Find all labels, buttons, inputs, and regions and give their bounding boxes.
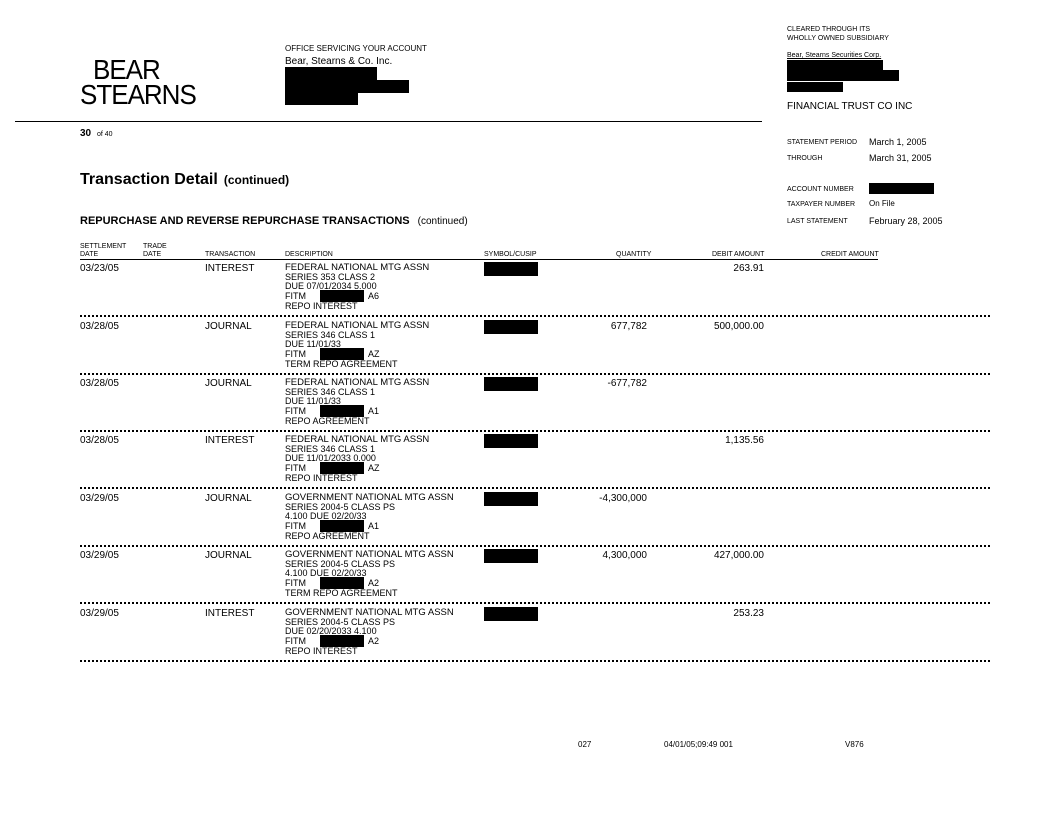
page-number: 30 bbox=[80, 128, 92, 139]
bear-stearns-logo bbox=[80, 53, 196, 111]
period-value: March 1, 2005 bbox=[869, 137, 927, 147]
last-statement-value: February 28, 2005 bbox=[869, 216, 943, 226]
logo-line-1: BEAR bbox=[93, 53, 160, 86]
settlement-date: 03/29/05 bbox=[80, 608, 119, 619]
description-line: DUE 11/01/33 bbox=[285, 395, 341, 406]
description-prefix: FITM bbox=[285, 578, 306, 588]
description-line: REPO AGREEMENT bbox=[285, 416, 370, 426]
description-line: DUE 02/20/2033 4.100 bbox=[285, 625, 377, 636]
transaction-type: INTEREST bbox=[205, 435, 255, 446]
description-suffix: A2 bbox=[368, 636, 380, 646]
col-credit: CREDIT AMOUNT bbox=[821, 251, 879, 258]
quantity: -4,300,000 bbox=[599, 493, 647, 504]
header-rule bbox=[15, 121, 762, 122]
description-suffix: AZ bbox=[368, 349, 380, 359]
client-name: FINANCIAL TRUST CO INC bbox=[787, 101, 913, 112]
section-title-cont: (continued) bbox=[417, 216, 468, 227]
logo-line-2: STEARNS bbox=[80, 78, 196, 111]
description-line: TERM REPO AGREEMENT bbox=[285, 359, 398, 369]
account-label: ACCOUNT NUMBER bbox=[787, 186, 854, 193]
description-line: GOVERNMENT NATIONAL MTG ASSN bbox=[285, 549, 454, 560]
redacted-address-2 bbox=[285, 80, 409, 93]
transaction-type: JOURNAL bbox=[205, 550, 252, 561]
description bbox=[285, 263, 429, 311]
redacted-cusip bbox=[484, 320, 538, 334]
description-suffix: AZ bbox=[368, 463, 380, 473]
clearing-line-1: CLEARED THROUGH ITS bbox=[787, 26, 871, 33]
office-name: Bear, Stearns & Co. Inc. bbox=[285, 56, 393, 67]
description-suffix: A2 bbox=[368, 578, 380, 588]
debit-amount: 1,135.56 bbox=[725, 435, 764, 446]
page-title-cont: (continued) bbox=[223, 173, 290, 187]
description-line: 4.100 DUE 02/20/33 bbox=[285, 510, 367, 521]
description bbox=[285, 321, 429, 369]
description-line: REPO INTEREST bbox=[285, 301, 358, 311]
page-title-main: Transaction Detail bbox=[80, 171, 218, 188]
description-line: DUE 11/01/2033 0.000 bbox=[285, 452, 376, 463]
clearing-line-2: WHOLLY OWNED SUBSIDIARY bbox=[787, 35, 889, 42]
description-suffix: A1 bbox=[368, 406, 380, 416]
row-separator bbox=[80, 373, 990, 375]
office-label: OFFICE SERVICING YOUR ACCOUNT bbox=[285, 44, 427, 53]
description bbox=[285, 493, 454, 541]
debit-amount: 253.23 bbox=[733, 608, 764, 619]
transaction-type: JOURNAL bbox=[205, 493, 252, 504]
settlement-date: 03/28/05 bbox=[80, 378, 119, 389]
description-suffix: A6 bbox=[368, 291, 380, 301]
description-line: SERIES 2004-5 CLASS PS bbox=[285, 559, 396, 569]
description-line: GOVERNMENT NATIONAL MTG ASSN bbox=[285, 607, 454, 618]
transaction-type: INTEREST bbox=[205, 608, 255, 619]
col-settlement-line1: SETTLEMENT bbox=[80, 243, 127, 250]
description-prefix: FITM bbox=[285, 291, 306, 301]
description-line: FEDERAL NATIONAL MTG ASSN bbox=[285, 434, 430, 445]
page-title bbox=[80, 171, 289, 189]
description-line: REPO INTEREST bbox=[285, 646, 358, 656]
row-separator bbox=[80, 430, 990, 432]
redacted-cusip bbox=[484, 262, 538, 276]
through-label: THROUGH bbox=[787, 155, 823, 162]
redacted-clearing-3 bbox=[787, 82, 843, 92]
section-title-main: REPURCHASE AND REVERSE REPURCHASE TRANSACTIONS bbox=[80, 215, 410, 227]
col-transaction: TRANSACTION bbox=[205, 251, 256, 258]
col-quantity: QUANTITY bbox=[616, 251, 652, 258]
debit-amount: 427,000.00 bbox=[713, 550, 764, 561]
col-trade-date bbox=[143, 243, 167, 259]
description bbox=[285, 378, 429, 426]
description-line: 4.100 DUE 02/20/33 bbox=[285, 567, 367, 578]
redacted-account-number bbox=[869, 183, 934, 194]
description-suffix: A1 bbox=[368, 521, 380, 531]
description bbox=[285, 608, 454, 656]
taxpayer-value: On File bbox=[869, 199, 895, 208]
quantity: 4,300,000 bbox=[602, 550, 647, 561]
description bbox=[285, 550, 454, 598]
redacted-cusip bbox=[484, 434, 538, 448]
description-line: REPO INTEREST bbox=[285, 473, 358, 483]
col-trade-line1: TRADE bbox=[143, 243, 167, 250]
description-line: DUE 07/01/2034 5.000 bbox=[285, 280, 377, 291]
description-line: SERIES 2004-5 CLASS PS bbox=[285, 502, 396, 512]
description-line: TERM REPO AGREEMENT bbox=[285, 588, 398, 598]
settlement-date: 03/23/05 bbox=[80, 263, 119, 274]
col-trade-line2: DATE bbox=[143, 251, 162, 258]
row-separator bbox=[80, 602, 990, 604]
redacted-address-1 bbox=[285, 67, 377, 80]
row-separator bbox=[80, 315, 990, 317]
row-separator bbox=[80, 487, 990, 489]
row-separator bbox=[80, 660, 990, 662]
col-settlement-date bbox=[80, 243, 126, 259]
quantity: 677,782 bbox=[610, 321, 647, 332]
last-statement-label: LAST STATEMENT bbox=[787, 218, 848, 225]
col-settlement-line2: DATE bbox=[80, 251, 99, 258]
settlement-date: 03/29/05 bbox=[80, 493, 119, 504]
description-prefix: FITM bbox=[285, 521, 306, 531]
description-line: SERIES 346 CLASS 1 bbox=[285, 387, 376, 397]
footer-timestamp: 04/01/05;09:49 001 bbox=[664, 740, 733, 749]
description-prefix: FITM bbox=[285, 406, 306, 416]
description-line: SERIES 346 CLASS 1 bbox=[285, 444, 376, 454]
settlement-date: 03/28/05 bbox=[80, 321, 119, 332]
redacted-cusip bbox=[484, 377, 538, 391]
redacted-cusip bbox=[484, 607, 538, 621]
redacted-clearing-2 bbox=[787, 70, 899, 81]
transaction-type: JOURNAL bbox=[205, 378, 252, 389]
redacted-cusip bbox=[484, 549, 538, 563]
description-line: FEDERAL NATIONAL MTG ASSN bbox=[285, 320, 430, 331]
row-separator bbox=[80, 545, 990, 547]
transaction-type: INTEREST bbox=[205, 263, 255, 274]
description bbox=[285, 435, 429, 483]
description-line: FEDERAL NATIONAL MTG ASSN bbox=[285, 377, 430, 388]
footer-code: 027 bbox=[578, 740, 592, 749]
column-header-rule bbox=[80, 259, 878, 260]
description-line: DUE 11/01/33 bbox=[285, 338, 341, 349]
quantity: -677,782 bbox=[607, 378, 647, 389]
description-prefix: FITM bbox=[285, 349, 306, 359]
redacted-cusip bbox=[484, 492, 538, 506]
transaction-type: JOURNAL bbox=[205, 321, 252, 332]
period-label: STATEMENT PERIOD bbox=[787, 139, 858, 146]
debit-amount: 263.91 bbox=[733, 263, 764, 274]
settlement-date: 03/28/05 bbox=[80, 435, 119, 446]
taxpayer-label: TAXPAYER NUMBER bbox=[787, 201, 856, 208]
through-value: March 31, 2005 bbox=[869, 153, 932, 163]
description-line: SERIES 353 CLASS 2 bbox=[285, 272, 376, 282]
description-prefix: FITM bbox=[285, 463, 306, 473]
page-of: of 40 bbox=[97, 131, 113, 138]
description-line: FEDERAL NATIONAL MTG ASSN bbox=[285, 262, 430, 273]
description-line: SERIES 346 CLASS 1 bbox=[285, 330, 376, 340]
col-description: DESCRIPTION bbox=[285, 251, 333, 258]
description-prefix: FITM bbox=[285, 636, 306, 646]
clearing-name: Bear, Stearns Securities Corp. bbox=[787, 52, 882, 59]
footer-version: V876 bbox=[845, 740, 864, 749]
description-line: GOVERNMENT NATIONAL MTG ASSN bbox=[285, 492, 454, 503]
section-title bbox=[80, 215, 468, 227]
description-line: SERIES 2004-5 CLASS PS bbox=[285, 617, 396, 627]
redacted-address-3 bbox=[285, 93, 358, 105]
debit-amount: 500,000.00 bbox=[713, 321, 764, 332]
col-symbol: SYMBOL/CUSIP bbox=[484, 251, 537, 258]
col-debit: DEBIT AMOUNT bbox=[712, 251, 765, 258]
settlement-date: 03/29/05 bbox=[80, 550, 119, 561]
description-line: REPO AGREEMENT bbox=[285, 531, 370, 541]
